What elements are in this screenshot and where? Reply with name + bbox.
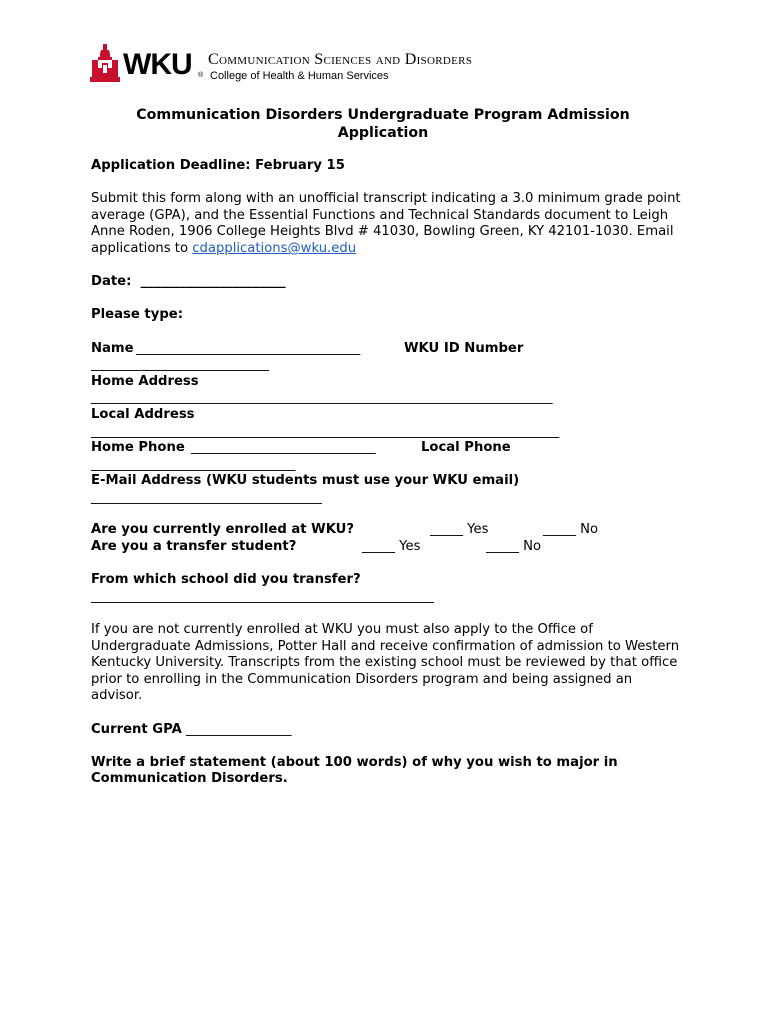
transfer-question: Are you a transfer student? — [91, 539, 297, 555]
department-name: Communication Sciences and Disorders — [208, 51, 473, 68]
local-phone-label: Local Phone — [421, 440, 511, 456]
home-address-label-row — [91, 374, 681, 391]
title-line-1: Communication Disorders Undergraduate Program Admission — [136, 107, 630, 123]
instructions-text: Submit this form along with an unofficial transcript indicating a 3.0 minimum grade point average (GPA), and the Essential Functions and Technical Standards document to Leigh Anne Roden, 1906 College Heights Blvd # 41030, Bowling Green, KY 42101-1030. Email applications to — [91, 191, 681, 256]
name-blank[interactable]: __________________________________ — [136, 340, 361, 356]
date-label: Date: — [91, 274, 132, 290]
statement-prompt: Write a brief statement (about 100 words) of why you wish to major in Communication Disorders. — [91, 754, 618, 787]
wku-id-blank[interactable]: ___________________________ — [91, 357, 270, 373]
date-blank[interactable]: ______________________ — [140, 274, 286, 290]
local-address-blank[interactable]: _______________________________________________________________________ — [91, 423, 560, 439]
local-address-label: Local Address — [91, 406, 195, 422]
title-line-2: Application — [337, 125, 429, 141]
home-phone-label: Home Phone — [91, 440, 185, 456]
submission-instructions — [91, 191, 681, 257]
enrolled-yes-option[interactable]: _____ Yes — [430, 522, 489, 538]
local-address-row — [91, 424, 681, 441]
please-type-heading: Please type: — [91, 307, 183, 323]
wku-logo-text: WKU — [123, 48, 192, 81]
email-address-blank[interactable]: ___________________________________ — [91, 489, 322, 505]
enrolled-no-option[interactable]: _____ No — [543, 522, 599, 538]
transfer-yes-option[interactable]: _____ Yes — [362, 539, 421, 555]
local-phone-blank[interactable]: _______________________________ — [91, 456, 296, 472]
letterhead — [90, 44, 610, 88]
wku-id-label: WKU ID Number — [404, 340, 524, 356]
email-link[interactable]: cdapplications@wku.edu — [192, 240, 357, 256]
transfer-school-blank[interactable]: ____________________________________________________ — [91, 588, 434, 604]
date-field — [91, 274, 681, 291]
page-title — [88, 106, 678, 142]
local-phone-row — [91, 457, 681, 474]
name-label: Name — [91, 340, 134, 356]
home-address-label: Home Address — [91, 373, 199, 389]
enrolled-question: Are you currently enrolled at WKU? — [91, 522, 355, 538]
wku-cupola-logo-icon — [90, 44, 120, 82]
email-label-row — [91, 473, 681, 490]
email-address-label: E-Mail Address (WKU students must use your WKU email) — [91, 473, 520, 489]
school-row — [91, 589, 681, 606]
school-label-row — [91, 572, 681, 589]
transfer-school-question: From which school did you transfer? — [91, 572, 361, 588]
home-address-blank[interactable]: ______________________________________________________________________ — [91, 390, 553, 406]
email-row — [91, 490, 681, 507]
local-address-label-row — [91, 407, 681, 424]
home-phone-blank[interactable]: ____________________________ — [191, 440, 376, 456]
gpa-field — [91, 722, 681, 739]
form-content — [91, 106, 681, 788]
college-name: College of Health & Human Services — [210, 70, 389, 82]
transfer-row — [91, 539, 681, 556]
phone-row — [91, 440, 681, 457]
gpa-label: Current GPA — [91, 721, 182, 737]
transfer-no-option[interactable]: _____ No — [486, 539, 542, 555]
enrollment-notice: If you are not currently enrolled at WKU you must also apply to the Office of Undergraduate Admissions, Potter Hall and receive confirmation of admission to Western Kentucky University. Transcripts from the existing school must be reviewed by that office prior to enrolling in the Communication Disorders program and being assigned an advisor. — [91, 622, 680, 704]
home-address-row — [91, 390, 681, 407]
enrolled-row — [91, 522, 681, 539]
registered-mark: ® — [198, 72, 204, 79]
gpa-blank[interactable]: ________________ — [186, 721, 292, 737]
wku-id-row — [91, 357, 681, 374]
name-row — [91, 341, 681, 358]
application-deadline: Application Deadline: February 15 — [91, 158, 345, 173]
